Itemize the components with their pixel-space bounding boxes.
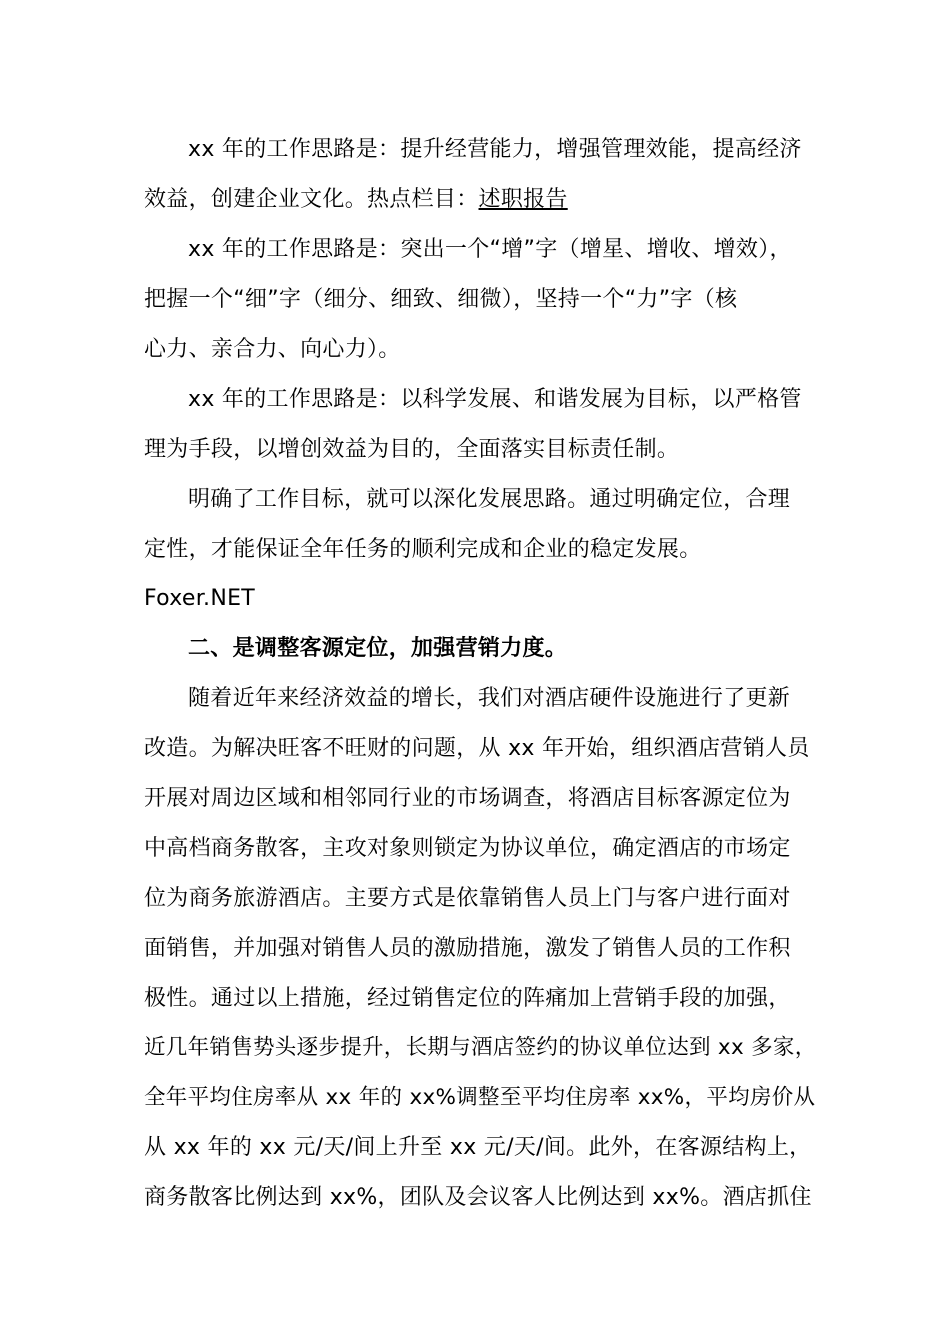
watermark-text: Foxer.NET [144, 586, 256, 611]
paragraph-2-line-1: xx 年的工作思路是：突出一个“增”字（增星、增收、增效）， [188, 237, 792, 262]
paragraph-3-line-1: xx 年的工作思路是：以科学发展、和谐发展为目标，以严格管 [188, 387, 802, 412]
paragraph-1-line-1: xx 年的工作思路是：提升经营能力，增强管理效能，提高经济 [188, 137, 802, 162]
paragraph-3-line-2: 理为手段，以增创效益为目的，全面落实目标责任制。 [144, 437, 680, 462]
paragraph-2-line-3: 心力、亲合力、向心力）。 [144, 337, 401, 362]
paragraph-5-line-2: 改造。为解决旺客不旺财的问题，从 xx 年开始，组织酒店营销人员 [144, 736, 810, 761]
paragraph-5-line-4: 中高档商务散客，主攻对象则锁定为协议单位，确定酒店的市场定 [144, 836, 791, 861]
section-heading: 二、是调整客源定位，加强营销力度。 [188, 636, 568, 661]
paragraph-1-line-2-text: 效益，创建企业文化。热点栏目： [144, 187, 479, 212]
paragraph-5-line-9: 全年平均住房率从 xx 年的 xx%调整至平均住房率 xx%，平均房价从 [144, 1085, 816, 1110]
paragraph-5-line-10: 从 xx 年的 xx 元/天/间上升至 xx 元/天/间。此外，在客源结构上， [144, 1135, 812, 1160]
paragraph-5-line-6: 面销售，并加强对销售人员的激励措施，激发了销售人员的工作积 [144, 936, 791, 961]
paragraph-2-line-2: 把握一个“细”字（细分、细致、细微），坚持一个“力”字（核 [144, 287, 738, 312]
paragraph-5-line-3: 开展对周边区域和相邻同行业的市场调查，将酒店目标客源定位为 [144, 786, 791, 811]
paragraph-1-line-2 [144, 180, 824, 220]
paragraph-5-line-1: 随着近年来经济效益的增长，我们对酒店硬件设施进行了更新 [188, 686, 791, 711]
paragraph-5-line-5: 位为商务旅游酒店。主要方式是依靠销售人员上门与客户进行面对 [144, 886, 791, 911]
paragraph-5-line-7: 极性。通过以上措施，经过销售定位的阵痛加上营销手段的加强， [144, 986, 791, 1011]
paragraph-4-line-2: 定性，才能保证全年任务的顺利完成和企业的稳定发展。 [144, 537, 702, 562]
paragraph-4-line-1: 明确了工作目标，就可以深化发展思路。通过明确定位，合理 [188, 487, 791, 512]
hot-topic-link[interactable]: 述职报告 [478, 187, 568, 212]
paragraph-5-line-8: 近几年销售势头逐步提升，长期与酒店签约的协议单位达到 xx 多家， [144, 1035, 817, 1060]
paragraph-5-line-11: 商务散客比例达到 xx%，团队及会议客人比例达到 xx%。酒店抓住 [144, 1185, 812, 1210]
